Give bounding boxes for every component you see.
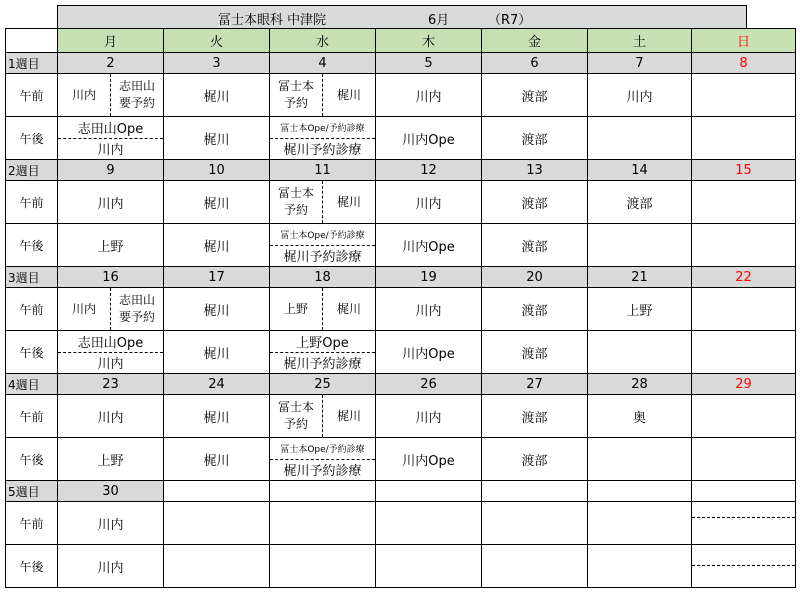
cell-top: 志田山Ope: [58, 117, 163, 139]
schedule-cell: 川内: [376, 395, 482, 438]
date-cell: 8: [692, 53, 796, 74]
schedule-cell: [376, 545, 482, 588]
cell-part: 冨士本 予約: [270, 395, 323, 437]
split-cell: [270, 395, 375, 437]
cell-part: 梶川: [336, 301, 361, 316]
stacked-cell: [270, 224, 375, 266]
schedule-cell: 渡部: [482, 224, 588, 267]
schedule-cell: [270, 438, 376, 481]
schedule-cell: 川内Ope: [376, 224, 482, 267]
date-cell: [376, 481, 482, 502]
date-cell: 29: [692, 374, 796, 395]
date-cell: 14: [588, 160, 692, 181]
date-cell: 15: [692, 160, 796, 181]
schedule-cell: [692, 438, 796, 481]
date-cell: 27: [482, 374, 588, 395]
schedule-cell: [692, 395, 796, 438]
schedule-cell: [270, 288, 376, 331]
schedule-cell: 渡部: [482, 181, 588, 224]
date-cell: 12: [376, 160, 482, 181]
date-cell: 9: [58, 160, 164, 181]
schedule-cell: [58, 331, 164, 374]
cell-bottom: 川内: [97, 357, 124, 373]
stacked-cell: [270, 117, 375, 159]
slot-row: [6, 502, 796, 545]
week-label: 1週目: [6, 53, 58, 74]
date-cell: 13: [482, 160, 588, 181]
slot-label: 午前: [6, 74, 58, 117]
slot-label: 午後: [6, 331, 58, 374]
schedule-cell: 渡部: [482, 395, 588, 438]
stacked-cell: [270, 438, 375, 480]
day-header-row: [6, 29, 796, 53]
cell-part: 梶川: [336, 87, 361, 102]
week-label: 3週目: [6, 267, 58, 288]
schedule-cell: [692, 181, 796, 224]
month-label: 6月: [428, 13, 450, 28]
schedule-cell: 渡部: [482, 117, 588, 160]
date-cell: 28: [588, 374, 692, 395]
schedule-cell: [692, 117, 796, 160]
schedule-cell: 渡部: [588, 181, 692, 224]
day-tue: 火: [164, 29, 270, 53]
date-cell: 6: [482, 53, 588, 74]
slot-row: [6, 545, 796, 588]
cell-bottom: 梶川予約診療: [283, 143, 362, 159]
schedule-cell: 奥: [588, 395, 692, 438]
schedule-cell: [376, 502, 482, 545]
schedule-cell: [58, 288, 164, 331]
schedule-cell: 梶川: [164, 181, 270, 224]
slot-row: [6, 117, 796, 160]
title-bar: [57, 5, 747, 29]
schedule-cell: [588, 438, 692, 481]
slot-row: [6, 224, 796, 267]
schedule-cell: 川内: [376, 288, 482, 331]
date-cell: 10: [164, 160, 270, 181]
schedule-cell: 川内: [58, 502, 164, 545]
date-cell: 30: [58, 481, 164, 502]
era-label: （R7）: [488, 13, 532, 28]
schedule-cell: [270, 181, 376, 224]
date-cell: 22: [692, 267, 796, 288]
slot-row: [6, 438, 796, 481]
schedule-cell: [164, 545, 270, 588]
split-cell: [270, 288, 375, 330]
cell-part: 志田山 要予約: [118, 79, 155, 110]
schedule-cell: 川内: [58, 181, 164, 224]
date-cell: 17: [164, 267, 270, 288]
slot-label: 午前: [6, 502, 58, 545]
date-cell: 25: [270, 374, 376, 395]
week-row: [6, 267, 796, 288]
schedule-cell: 川内: [376, 74, 482, 117]
cell-bottom: 梶川予約診療: [283, 357, 362, 373]
schedule-cell: 上野: [588, 288, 692, 331]
cell-top: 上野Ope: [270, 331, 375, 353]
schedule-cell: 川内: [376, 181, 482, 224]
date-cell: 23: [58, 374, 164, 395]
slot-label: 午前: [6, 288, 58, 331]
schedule-cell: 梶川: [164, 117, 270, 160]
cell-top: 志田山Ope: [58, 331, 163, 353]
week-label: 4週目: [6, 374, 58, 395]
slot-label: 午後: [6, 224, 58, 267]
schedule-cell: 川内Ope: [376, 331, 482, 374]
date-cell: 26: [376, 374, 482, 395]
date-cell: [164, 481, 270, 502]
split-cell: [270, 181, 375, 223]
date-cell: [692, 481, 796, 502]
day-wed: 水: [270, 29, 376, 53]
slot-label: 午後: [6, 438, 58, 481]
split-cell: [58, 74, 163, 116]
date-cell: 11: [270, 160, 376, 181]
slot-row: [6, 288, 796, 331]
schedule-cell: 川内Ope: [376, 438, 482, 481]
schedule-cell: [482, 545, 588, 588]
cell-part: 川内: [58, 288, 111, 330]
schedule-cell: [270, 117, 376, 160]
cell-top: 冨士本Ope/予約診療: [270, 117, 375, 139]
cell-part: 冨士本 予約: [270, 74, 323, 116]
slot-row: [6, 395, 796, 438]
schedule-cell: [270, 224, 376, 267]
schedule-cell: 川内: [58, 395, 164, 438]
week-label: 5週目: [6, 481, 58, 502]
header-corner: [6, 29, 58, 53]
day-sun: 日: [692, 29, 796, 53]
cell-top: 冨士本Ope/予約診療: [270, 438, 375, 460]
schedule-cell: 梶川: [164, 224, 270, 267]
date-cell: 19: [376, 267, 482, 288]
schedule-cell: [692, 502, 796, 545]
date-cell: [270, 481, 376, 502]
schedule-cell: [692, 224, 796, 267]
schedule-cell: 渡部: [482, 438, 588, 481]
date-cell: 5: [376, 53, 482, 74]
schedule-cell: 上野: [58, 438, 164, 481]
split-cell: [58, 288, 163, 330]
week-row: [6, 160, 796, 181]
schedule-cell: [588, 117, 692, 160]
cell-part: 志田山 要予約: [118, 293, 155, 324]
schedule-cell: [58, 117, 164, 160]
week-row: [6, 374, 796, 395]
cell-part: 上野: [270, 288, 323, 330]
date-cell: 18: [270, 267, 376, 288]
week-row: [6, 481, 796, 502]
schedule-cell: [270, 74, 376, 117]
schedule-cell: 渡部: [482, 288, 588, 331]
schedule-cell: 渡部: [482, 74, 588, 117]
cell-bottom: 川内: [97, 143, 124, 159]
day-mon: 月: [58, 29, 164, 53]
schedule-cell: [588, 545, 692, 588]
schedule-cell: 梶川: [164, 395, 270, 438]
date-cell: 20: [482, 267, 588, 288]
schedule-cell: [270, 331, 376, 374]
date-cell: 21: [588, 267, 692, 288]
slot-row: [6, 74, 796, 117]
schedule-cell: [692, 545, 796, 588]
cell-bottom: 梶川予約診療: [283, 250, 362, 266]
stacked-cell: [58, 117, 163, 159]
schedule-table: [5, 28, 796, 588]
slot-label: 午前: [6, 395, 58, 438]
schedule-cell: 川内: [58, 545, 164, 588]
cell-part: 梶川: [336, 408, 361, 423]
slot-label: 午後: [6, 117, 58, 160]
schedule-cell: [270, 545, 376, 588]
date-cell: 2: [58, 53, 164, 74]
day-sat: 土: [588, 29, 692, 53]
cell-top: 冨士本Ope/予約診療: [270, 224, 375, 246]
schedule-cell: [270, 502, 376, 545]
clinic-name: 冨士本眼科 中津院: [218, 13, 327, 28]
date-cell: 7: [588, 53, 692, 74]
schedule-cell: [58, 74, 164, 117]
schedule-cell: [482, 502, 588, 545]
schedule-cell: 梶川: [164, 74, 270, 117]
slot-row: [6, 331, 796, 374]
schedule-cell: [692, 288, 796, 331]
schedule-cell: 梶川: [164, 331, 270, 374]
slot-label: 午後: [6, 545, 58, 588]
schedule-cell: 川内: [588, 74, 692, 117]
stacked-cell: [58, 331, 163, 373]
schedule-cell: [270, 395, 376, 438]
schedule-cell: 梶川: [164, 438, 270, 481]
date-cell: 24: [164, 374, 270, 395]
schedule-cell: 梶川: [164, 288, 270, 331]
schedule-cell: 川内Ope: [376, 117, 482, 160]
schedule-page: [5, 5, 795, 595]
schedule-cell: [588, 224, 692, 267]
schedule-cell: [588, 331, 692, 374]
slot-row: [6, 181, 796, 224]
schedule-cell: 上野: [58, 224, 164, 267]
day-fri: 金: [482, 29, 588, 53]
schedule-cell: 渡部: [482, 331, 588, 374]
stacked-cell: [270, 331, 375, 373]
cell-part: 冨士本 予約: [270, 181, 323, 223]
cell-bottom: 梶川予約診療: [283, 464, 362, 480]
date-cell: [482, 481, 588, 502]
slot-label: 午前: [6, 181, 58, 224]
cell-part: 川内: [58, 74, 111, 116]
schedule-cell: [692, 331, 796, 374]
schedule-cell: [692, 74, 796, 117]
date-cell: 16: [58, 267, 164, 288]
schedule-cell: [164, 502, 270, 545]
cell-part: 梶川: [336, 194, 361, 209]
date-cell: 4: [270, 53, 376, 74]
schedule-cell: [588, 502, 692, 545]
day-thu: 木: [376, 29, 482, 53]
split-cell: [270, 74, 375, 116]
week-row: [6, 53, 796, 74]
date-cell: 3: [164, 53, 270, 74]
week-label: 2週目: [6, 160, 58, 181]
date-cell: [588, 481, 692, 502]
